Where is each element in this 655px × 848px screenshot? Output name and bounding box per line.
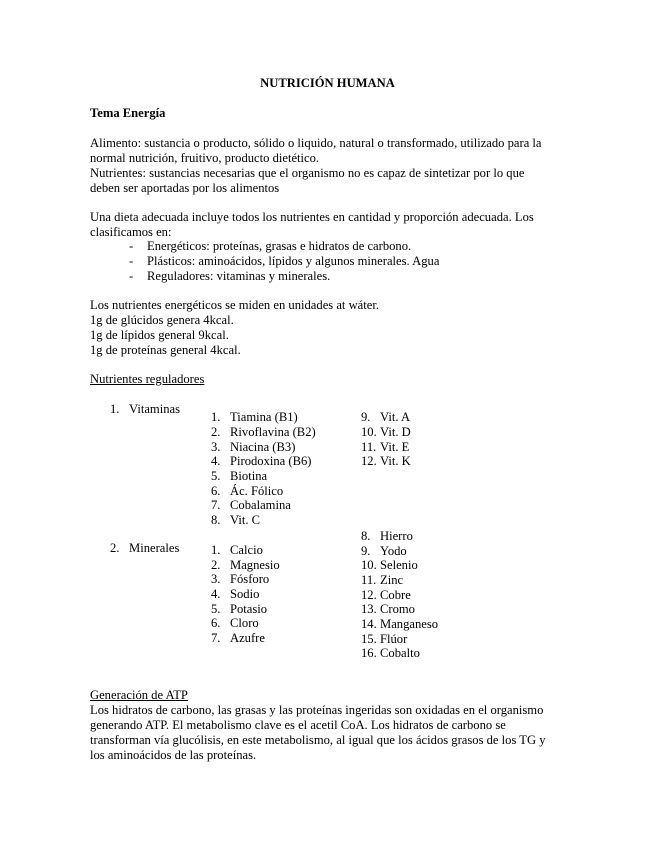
atp-line: Los hidratos de carbono, las grasas y las proteínas ingeridas son oxidadas en el organismo xyxy=(90,703,544,717)
diet-intro-line: Una dieta adecuada incluye todos los nutrientes en cantidad y proporción adecuada. Los xyxy=(90,210,534,224)
definition-line: Alimento: sustancia o producto, sólido o liquido, natural o transformado, utilizado para la xyxy=(90,136,542,150)
list-item: Ác. Fólico xyxy=(230,484,284,498)
list-number: 12. xyxy=(361,588,377,602)
list-item: Niacina (B3) xyxy=(230,440,296,454)
page-title: NUTRICIÓN HUMANA xyxy=(260,76,395,90)
list-number: 9. xyxy=(361,410,371,424)
atp-line: generando ATP. El metabolismo clave es el acetil CoA. Los hidratos de carbono se xyxy=(90,718,506,732)
list-number: 10. xyxy=(361,558,377,572)
list-number: 11. xyxy=(361,573,377,587)
diet-intro-line: clasificamos en: xyxy=(90,225,172,239)
atp-heading: Generación de ATP xyxy=(90,688,188,702)
list-item: Cobalamina xyxy=(230,498,291,512)
list-item: Magnesio xyxy=(230,558,280,572)
list-number: 11. xyxy=(361,440,377,454)
regulators-heading: Nutrientes reguladores xyxy=(90,372,205,386)
energy-line: 1g de glúcidos genera 4kcal. xyxy=(90,313,234,327)
list-item: Selenio xyxy=(380,558,418,572)
class-item-energeticos: Energéticos: proteínas, grasas e hidratos de carbono. xyxy=(147,239,412,253)
list-item: Biotina xyxy=(230,469,268,483)
list-item: Vit. D xyxy=(380,425,411,439)
list-item: Cloro xyxy=(230,616,259,630)
list-item: Flúor xyxy=(380,632,408,646)
list-number: 10. xyxy=(361,425,377,439)
list-number: 8. xyxy=(361,529,371,543)
list-dash: - xyxy=(129,269,134,283)
definition-line: normal nutrición, fruitivo, producto dietético. xyxy=(90,151,320,165)
list-number: 15. xyxy=(361,632,377,646)
list-number: 1. xyxy=(211,410,221,424)
list-number: 6. xyxy=(211,616,221,630)
group-number: 2. xyxy=(110,541,120,555)
list-number: 5. xyxy=(211,602,221,616)
group-number: 1. xyxy=(110,402,120,416)
list-number: 4. xyxy=(211,454,221,468)
list-number: 6. xyxy=(211,484,221,498)
energy-line: 1g de lípidos general 9kcal. xyxy=(90,328,229,342)
list-number: 2. xyxy=(211,558,221,572)
list-number: 16. xyxy=(361,646,377,660)
group-label-vitaminas: Vitaminas xyxy=(129,402,181,416)
list-item: Cobalto xyxy=(380,646,420,660)
definition-line: deben ser aportadas por los alimentos xyxy=(90,181,280,195)
list-number: 7. xyxy=(211,498,221,512)
list-number: 14. xyxy=(361,617,377,631)
energy-line: 1g de proteínas general 4kcal. xyxy=(90,343,241,357)
list-item: Vit. C xyxy=(230,513,261,527)
list-item: Potasio xyxy=(230,602,268,616)
list-number: 4. xyxy=(211,587,221,601)
list-number: 1. xyxy=(211,543,221,557)
class-item-reguladores: Reguladores: vitaminas y minerales. xyxy=(147,269,331,283)
definition-line: Nutrientes: sustancias necesarias que el organismo no es capaz de sintetizar por lo que xyxy=(90,166,525,180)
list-item: Vit. K xyxy=(380,454,411,468)
atp-line: los aminoácidos de las proteínas. xyxy=(90,748,257,762)
list-item: Sodio xyxy=(230,587,260,601)
list-dash: - xyxy=(129,254,134,268)
list-item: Vit. A xyxy=(380,410,411,424)
list-number: 5. xyxy=(211,469,221,483)
list-number: 9. xyxy=(361,544,371,558)
topic-heading: Tema Energía xyxy=(90,106,166,120)
list-item: Calcio xyxy=(230,543,263,557)
list-item: Tiamina (B1) xyxy=(230,410,298,424)
atp-line: transforman vía glucólisis, en este metabolismo, al igual que los ácidos grasos de los TG y xyxy=(90,733,546,747)
class-item-plasticos: Plásticos: aminoácidos, lípidos y algunos minerales. Agua xyxy=(147,254,440,268)
list-item: Fósforo xyxy=(230,572,270,586)
list-item: Cobre xyxy=(380,588,411,602)
list-number: 8. xyxy=(211,513,221,527)
list-item: Pirodoxina (B6) xyxy=(230,454,312,468)
list-item: Hierro xyxy=(380,529,413,543)
list-item: Manganeso xyxy=(380,617,439,631)
list-number: 3. xyxy=(211,572,221,586)
list-item: Cromo xyxy=(380,602,415,616)
list-dash: - xyxy=(129,239,134,253)
list-number: 12. xyxy=(361,454,377,468)
list-number: 7. xyxy=(211,631,221,645)
list-item: Rivoflavina (B2) xyxy=(230,425,316,439)
list-number: 13. xyxy=(361,602,377,616)
list-number: 3. xyxy=(211,440,221,454)
list-item: Azufre xyxy=(230,631,265,645)
list-item: Vit. E xyxy=(380,440,410,454)
list-number: 2. xyxy=(211,425,221,439)
list-item: Zinc xyxy=(380,573,404,587)
group-label-minerales: Minerales xyxy=(129,541,180,555)
energy-line: Los nutrientes energéticos se miden en unidades at wáter. xyxy=(90,298,379,312)
list-item: Yodo xyxy=(380,544,407,558)
